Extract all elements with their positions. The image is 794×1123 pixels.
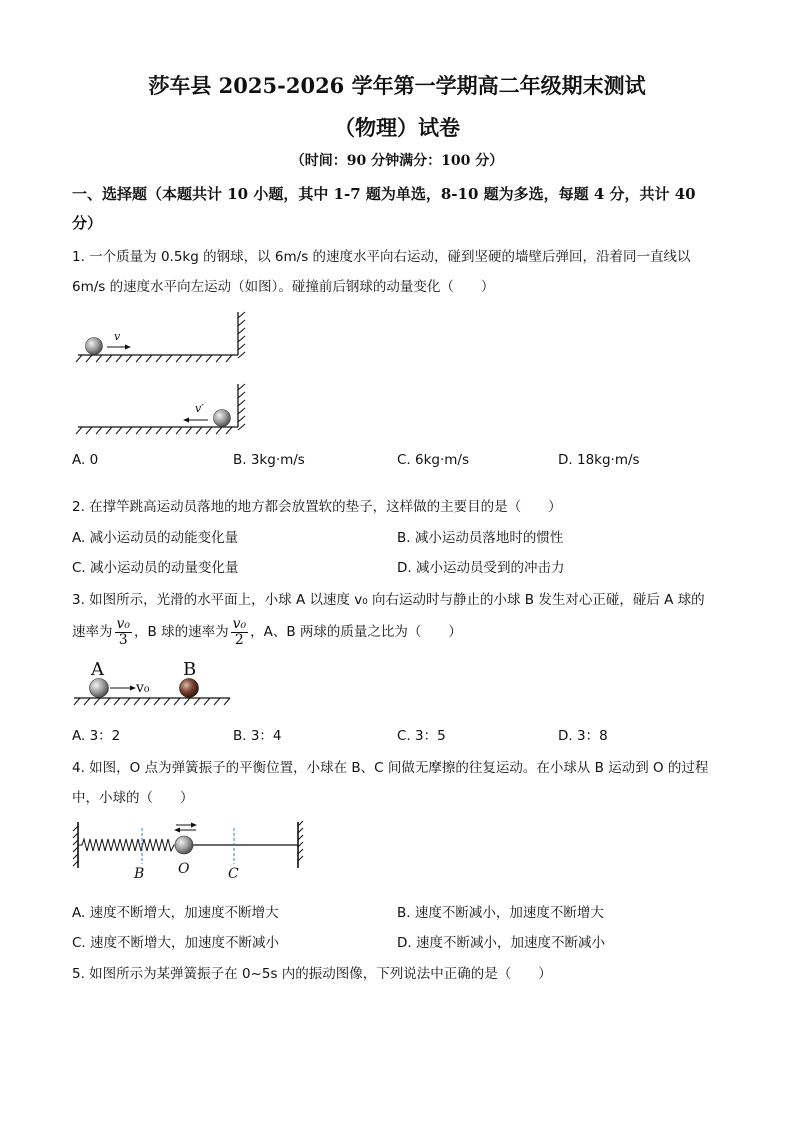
q4-option-c[interactable]: C. 速度不断增大，加速度不断减小 [72, 935, 280, 951]
section-heading-cont: 分） [72, 214, 103, 232]
q3-text-part3: ，A、B 两球的质量之比为（ ） [250, 624, 462, 641]
q4-text-line2: 中，小球的（ ） [72, 790, 194, 806]
exam-title: 莎车县 2025-2026 学年第一学期高二年级期末测试 [148, 73, 646, 98]
section-heading: 一、选择题（本题共计 10 小题，其中 1-7 题为单选，8-10 题为多选，每题 4 分，共计 40 [72, 185, 696, 203]
q4-ball [175, 836, 193, 854]
q3-text-part1: 速率为 [72, 624, 113, 641]
q3-ball-b [180, 679, 199, 698]
q1-option-d[interactable]: D. 18kg·m/s [558, 452, 640, 468]
q3-label-v0: v₀ [136, 680, 150, 696]
q3-text-line1: 3. 如图所示，光滑的水平面上，小球 A 以速度 v₀ 向右运动时与静止的小球 B 发生对心正碰，碰后 A 球的 [72, 592, 705, 608]
q1-option-c[interactable]: C. 6kg·m/s [397, 452, 470, 468]
q1-option-a[interactable]: A. 0 [72, 452, 99, 468]
q4-label-b: B [134, 866, 145, 882]
q3-text-part2: ，B 球的速率为 [134, 624, 229, 641]
q4-option-a[interactable]: A. 速度不断增大，加速度不断增大 [72, 905, 279, 921]
q2-option-c[interactable]: C. 减小运动员的动量变化量 [72, 560, 239, 576]
q2-option-a[interactable]: A. 减小运动员的动能变化量 [72, 530, 239, 546]
q4-text-line1: 4. 如图，O 点为弹簧振子的平衡位置，小球在 B、C 间做无摩擦的往复运动。在小球从 B 运动到 O 的过程 [72, 760, 709, 776]
exam-info: （时间：90 分钟满分：100 分） [290, 153, 504, 169]
q5-text: 5. 如图所示为某弹簧振子在 0~5s 内的振动图像，下列说法中正确的是（ ） [72, 966, 552, 982]
q3-text-line2 [72, 617, 462, 647]
q3-label-a: A [91, 659, 104, 680]
q4-label-c: C [228, 866, 239, 882]
q3-label-b: B [183, 659, 197, 680]
q1-option-b[interactable]: B. 3kg·m/s [233, 452, 305, 468]
q1-text-line2: 6m/s 的速度水平向左运动（如图）。碰撞前后钢球的动量变化（ ） [72, 279, 495, 295]
q1-label-v: v [114, 330, 121, 343]
q3-option-b[interactable]: B. 3：4 [233, 728, 282, 744]
q1-text-line1: 1. 一个质量为 0.5kg 的钢球，以 6m/s 的速度水平向右运动，碰到坚硬的墙壁后弹回，沿着同一直线以 [72, 249, 691, 265]
exam-subtitle: （物理）试卷 [334, 115, 460, 140]
q2-option-b[interactable]: B. 减小运动员落地时的惯性 [397, 530, 564, 546]
q3-fraction-b: $\frac{\text{v₀}}{2}$ [232, 616, 247, 648]
q4-spring [78, 839, 177, 851]
q1-ball-top [86, 338, 103, 355]
q1-floor-bottom [76, 384, 245, 434]
q2-text: 2. 在撑竿跳高运动员落地的地方都会放置软的垫子，这样做的主要目的是（ ） [72, 499, 562, 515]
q3-option-d[interactable]: D. 3：8 [558, 728, 608, 744]
q1-label-v-prime: v′ [195, 402, 204, 415]
q3-ball-a [90, 679, 109, 698]
q3-option-a[interactable]: A. 3：2 [72, 728, 121, 744]
q3-fraction-a: $\frac{\text{v₀}}{3}$ [116, 616, 131, 648]
q4-option-d[interactable]: D. 速度不断减小，加速度不断减小 [397, 935, 605, 951]
q4-label-o: O [178, 861, 190, 877]
q2-option-d[interactable]: D. 减小运动员受到的冲击力 [397, 560, 565, 576]
q4-option-b[interactable]: B. 速度不断减小，加速度不断增大 [397, 905, 604, 921]
q1-floor-top [76, 312, 245, 362]
q3-figure [74, 679, 230, 706]
q3-option-c[interactable]: C. 3：5 [397, 728, 446, 744]
q1-ball-bottom [214, 410, 231, 427]
